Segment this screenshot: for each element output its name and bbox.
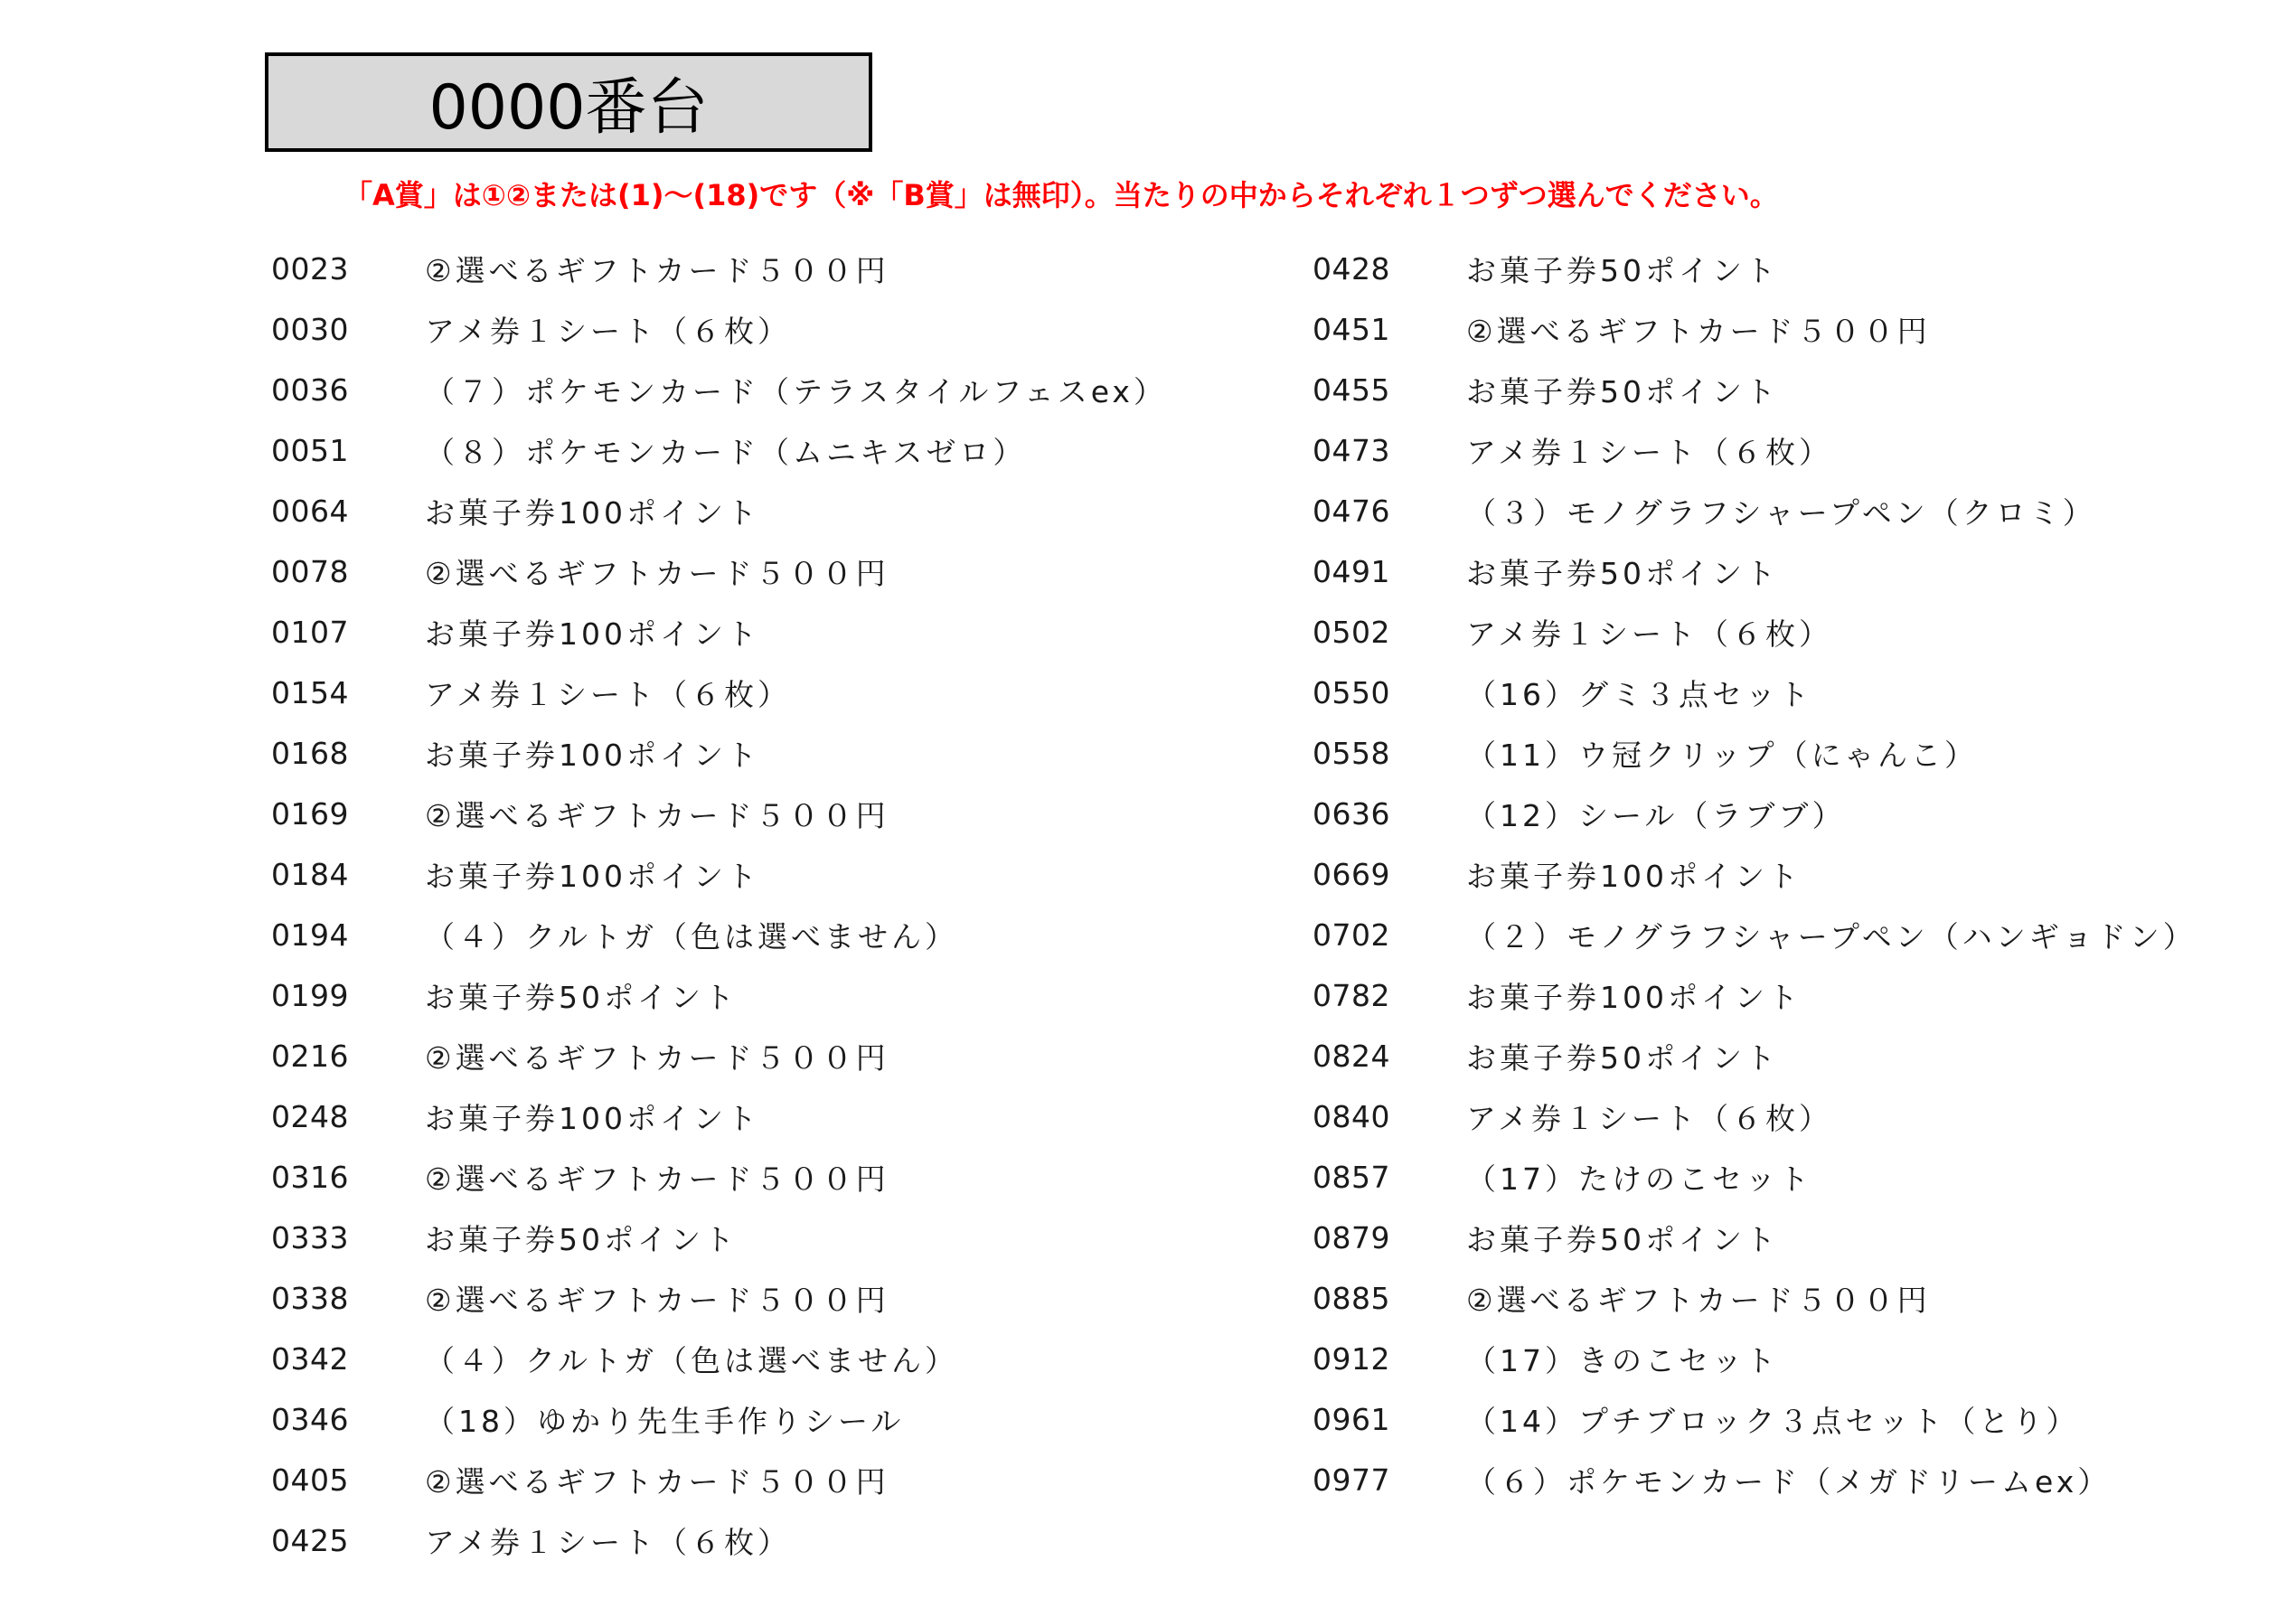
list-item	[1313, 663, 2271, 723]
ticket-number: 0342	[271, 1341, 349, 1377]
ticket-number: 0702	[1313, 917, 1390, 953]
list-item	[271, 784, 1338, 844]
ticket-number: 0346	[271, 1402, 349, 1437]
ticket-number: 0107	[271, 615, 349, 650]
prize-name: （17）きのこセット	[1466, 1343, 1779, 1378]
prize-name: アメ券１シート（６枚）	[1466, 616, 1833, 652]
list-item	[271, 360, 1338, 420]
prize-name: お菓子券100ポイント	[425, 616, 760, 652]
right-prize-list	[1313, 239, 2271, 1510]
list-item	[271, 1450, 1338, 1510]
list-item	[271, 1086, 1338, 1147]
prize-name: （12）シール（ラブブ）	[1466, 798, 1846, 833]
prize-name: （８）ポケモンカード（ムニキスゼロ）	[425, 435, 1027, 470]
list-item	[1313, 844, 2271, 905]
list-item	[1313, 1208, 2271, 1268]
ticket-number: 0169	[271, 796, 349, 832]
ticket-number: 0669	[1313, 857, 1390, 892]
prize-name: お菓子券100ポイント	[1466, 859, 1802, 894]
ticket-number: 0473	[1313, 433, 1390, 468]
list-item	[271, 602, 1338, 663]
ticket-number: 0879	[1313, 1220, 1390, 1255]
ticket-number: 0316	[271, 1160, 349, 1195]
list-item	[271, 1389, 1338, 1450]
prize-name: お菓子券100ポイント	[425, 495, 760, 531]
prize-name: お菓子券50ポイント	[1466, 1222, 1779, 1257]
prize-name: （11）ウ冠クリップ（にゃんこ）	[1466, 738, 1979, 773]
ticket-number: 0476	[1313, 494, 1390, 529]
list-item	[1313, 965, 2271, 1026]
ticket-number: 0782	[1313, 978, 1390, 1013]
list-item	[271, 1147, 1338, 1208]
list-item	[1313, 239, 2271, 299]
list-item	[1313, 541, 2271, 602]
list-item	[1313, 905, 2271, 965]
ticket-number: 0455	[1313, 372, 1390, 408]
list-item	[271, 1208, 1338, 1268]
prize-name: ②選べるギフトカード５００円	[425, 253, 889, 288]
ticket-number: 0912	[1313, 1341, 1390, 1377]
prize-name: （４）クルトガ（色は選べません）	[425, 1343, 959, 1378]
prize-name: ②選べるギフトカード５００円	[1466, 1283, 1931, 1318]
list-item	[1313, 299, 2271, 360]
ticket-number: 0064	[271, 494, 349, 529]
list-item	[1313, 1147, 2271, 1208]
ticket-number: 0184	[271, 857, 349, 892]
prize-name: （７）ポケモンカード（テラスタイルフェスex）	[425, 374, 1167, 409]
ticket-number: 0199	[271, 978, 349, 1013]
list-item	[271, 723, 1338, 784]
list-item	[271, 1510, 1338, 1571]
prize-name: アメ券１シート（６枚）	[425, 677, 792, 712]
prize-name: （４）クルトガ（色は選べません）	[425, 919, 959, 954]
list-item	[1313, 481, 2271, 541]
ticket-number: 0451	[1313, 312, 1390, 347]
ticket-number: 0030	[271, 312, 349, 347]
prize-name: ②選べるギフトカード５００円	[425, 1040, 889, 1076]
ticket-number: 0425	[271, 1523, 349, 1558]
prize-name: （17）たけのこセット	[1466, 1161, 1812, 1197]
instruction-notice: 「A賞」は①②または(1)～(18)です（※「B賞」は無印）。当たりの中からそれぞれ１つずつ選んでください。	[343, 178, 1779, 212]
list-item	[1313, 1026, 2271, 1086]
ticket-number: 0558	[1313, 736, 1390, 771]
ticket-number: 0428	[1313, 251, 1390, 287]
ticket-number: 0194	[271, 917, 349, 953]
list-item	[1313, 1329, 2271, 1389]
prize-name: お菓子券50ポイント	[1466, 1040, 1779, 1076]
ticket-number: 0405	[271, 1462, 349, 1498]
prize-name: ②選べるギフトカード５００円	[425, 556, 889, 591]
prize-name: ②選べるギフトカード５００円	[425, 1283, 889, 1318]
list-item	[271, 1329, 1338, 1389]
prize-name: ②選べるギフトカード５００円	[1466, 314, 1931, 349]
list-item	[1313, 360, 2271, 420]
left-prize-list	[271, 239, 1338, 1571]
list-item	[271, 1268, 1338, 1329]
prize-name: （３）モノグラフシャープペン（クロミ）	[1466, 495, 2096, 531]
ticket-number: 0550	[1313, 675, 1390, 710]
list-item	[1313, 1268, 2271, 1329]
prize-name: アメ券１シート（６枚）	[425, 314, 792, 349]
prize-name: お菓子券50ポイント	[1466, 253, 1779, 288]
ticket-number: 0824	[1313, 1039, 1390, 1074]
list-item	[1313, 602, 2271, 663]
list-item	[1313, 723, 2271, 784]
ticket-number: 0977	[1313, 1462, 1390, 1498]
ticket-number: 0840	[1313, 1099, 1390, 1134]
list-item	[271, 1026, 1338, 1086]
list-item	[271, 481, 1338, 541]
prize-name: お菓子券100ポイント	[425, 738, 760, 773]
list-item	[271, 965, 1338, 1026]
ticket-number: 0636	[1313, 796, 1390, 832]
prize-name: （18）ゆかり先生手作りシール	[425, 1404, 905, 1439]
list-item	[1313, 1450, 2271, 1510]
list-item	[1313, 1389, 2271, 1450]
list-item	[1313, 1086, 2271, 1147]
ticket-number: 0857	[1313, 1160, 1390, 1195]
prize-name: アメ券１シート（６枚）	[1466, 1101, 1833, 1136]
list-item	[271, 420, 1338, 481]
prize-name: お菓子券100ポイント	[1466, 980, 1802, 1015]
ticket-number: 0491	[1313, 554, 1390, 589]
prize-name: アメ券１シート（６枚）	[425, 1525, 792, 1560]
prize-name: お菓子券50ポイント	[1466, 374, 1779, 409]
list-item	[271, 541, 1338, 602]
prize-name: ②選べるギフトカード５００円	[425, 1464, 889, 1499]
prize-name: アメ券１シート（６枚）	[1466, 435, 1833, 470]
prize-name: ②選べるギフトカード５００円	[425, 1161, 889, 1197]
prize-name: お菓子券50ポイント	[425, 1222, 738, 1257]
list-item	[1313, 420, 2271, 481]
ticket-number: 0036	[271, 372, 349, 408]
prize-name: お菓子券50ポイント	[425, 980, 738, 1015]
list-item	[271, 239, 1338, 299]
prize-name: お菓子券50ポイント	[1466, 556, 1779, 591]
list-item	[271, 299, 1338, 360]
ticket-number: 0078	[271, 554, 349, 589]
ticket-number: 0216	[271, 1039, 349, 1074]
ticket-number: 0154	[271, 675, 349, 710]
prize-name: お菓子券100ポイント	[425, 859, 760, 894]
prize-name: （２）モノグラフシャープペン（ハンギョドン）	[1466, 919, 2197, 954]
ticket-number: 0023	[271, 251, 349, 287]
page-title: 0000番台	[265, 52, 872, 152]
prize-name: （14）プチブロック３点セット（とり）	[1466, 1404, 2080, 1439]
ticket-number: 0168	[271, 736, 349, 771]
ticket-number: 0961	[1313, 1402, 1390, 1437]
prize-name: （６）ポケモンカード（メガドリームex）	[1466, 1464, 2112, 1499]
ticket-number: 0502	[1313, 615, 1390, 650]
ticket-number: 0248	[271, 1099, 349, 1134]
list-item	[1313, 784, 2271, 844]
ticket-number: 0338	[271, 1281, 349, 1316]
list-item	[271, 844, 1338, 905]
list-item	[271, 663, 1338, 723]
ticket-number: 0051	[271, 433, 349, 468]
ticket-number: 0333	[271, 1220, 349, 1255]
list-item	[271, 905, 1338, 965]
prize-name: ②選べるギフトカード５００円	[425, 798, 889, 833]
ticket-number: 0885	[1313, 1281, 1390, 1316]
prize-name: お菓子券100ポイント	[425, 1101, 760, 1136]
prize-name: （16）グミ３点セット	[1466, 677, 1812, 712]
